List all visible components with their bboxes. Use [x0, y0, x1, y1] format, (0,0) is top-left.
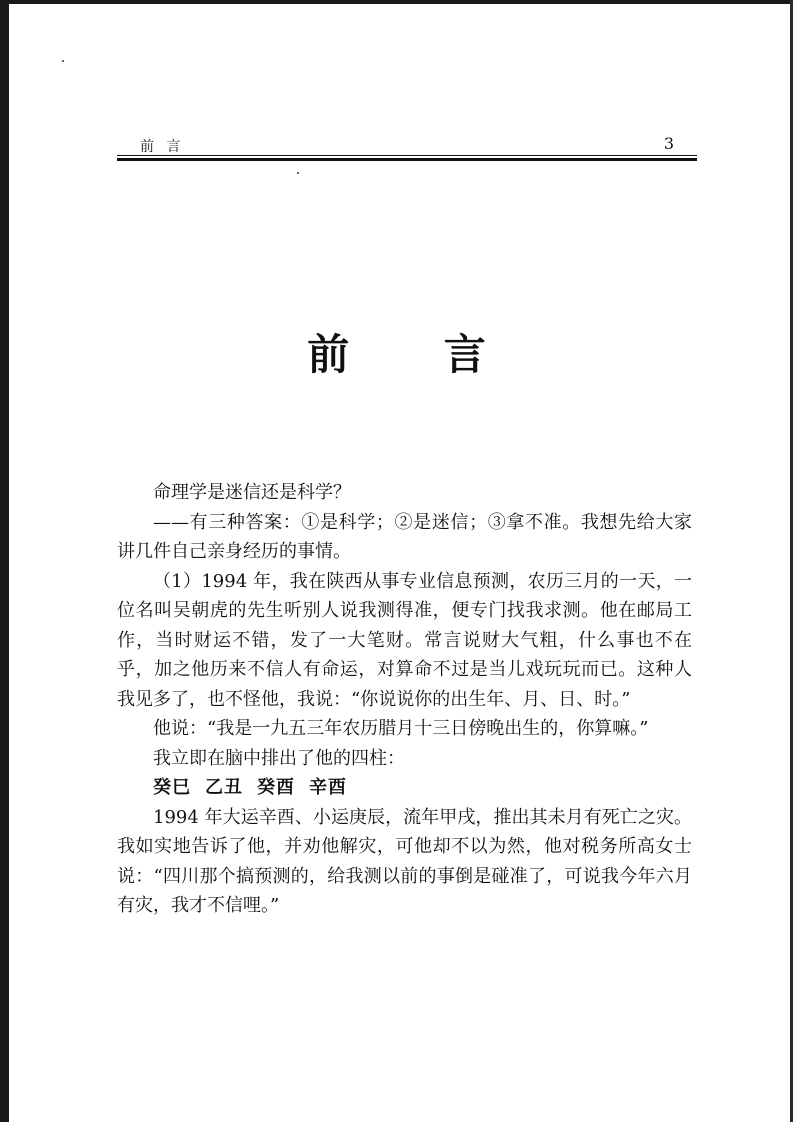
- paragraph: 我立即在脑中排出了他的四柱：: [153, 747, 405, 769]
- header-rule-thick: [117, 158, 697, 161]
- running-head: [117, 134, 697, 160]
- paragraph: 命理学是迷信还是科学？: [153, 482, 351, 503]
- running-head-title: 前 言: [140, 139, 185, 155]
- body-text: [117, 478, 692, 921]
- paragraph: 他说：“我是一九五三年农历腊月十三日傍晚出生的，你算嘛。”: [153, 718, 649, 739]
- page-number: 3: [663, 134, 674, 153]
- scan-top-edge: [0, 0, 793, 4]
- chapter-title: 前 言: [307, 330, 526, 379]
- pillar-day: 癸酉: [257, 777, 295, 798]
- paragraph: 1994 年大运辛酉、小运庚辰，流年甲戌，推出其未月有死亡之灾。我如实地告诉了他，并劝他解灾，可他却不以为然，他对税务所高女士说：“四川那个搞预测的，给我测以前的事倒是碰准了，可说我今年六月有灾，我才不信哩。”: [117, 806, 692, 916]
- pillar-year: 癸巳: [153, 777, 191, 798]
- scan-speck: [297, 172, 299, 174]
- paragraph: （1）1994 年，我在陕西从事专业信息预测，农历三月的一天，一位名叫吴朝虎的先生听别人说我测得准，便专门找我求测。他在邮局工作，当时财运不错，发了一大笔财。常言说财大气粗，什么事也不在乎，加之他历来不信人有命运，对算命不过是当儿戏玩玩而已。这种人我见多了，也不怪他，我说：“你说说你的出生年、月、日、时。”: [117, 570, 692, 710]
- pillar-hour: 辛酉: [309, 777, 347, 798]
- header-rule-thin: [117, 155, 697, 156]
- scan-speck: [62, 60, 64, 62]
- four-pillars: [117, 773, 692, 803]
- scan-edge-mark: [0, 140, 6, 150]
- scan-left-edge: [0, 0, 9, 1122]
- pillar-month: 乙丑: [205, 777, 243, 798]
- paragraph: ——有三种答案：①是科学；②是迷信；③拿不准。我想先给大家讲几件自己亲身经历的事情。: [117, 511, 692, 562]
